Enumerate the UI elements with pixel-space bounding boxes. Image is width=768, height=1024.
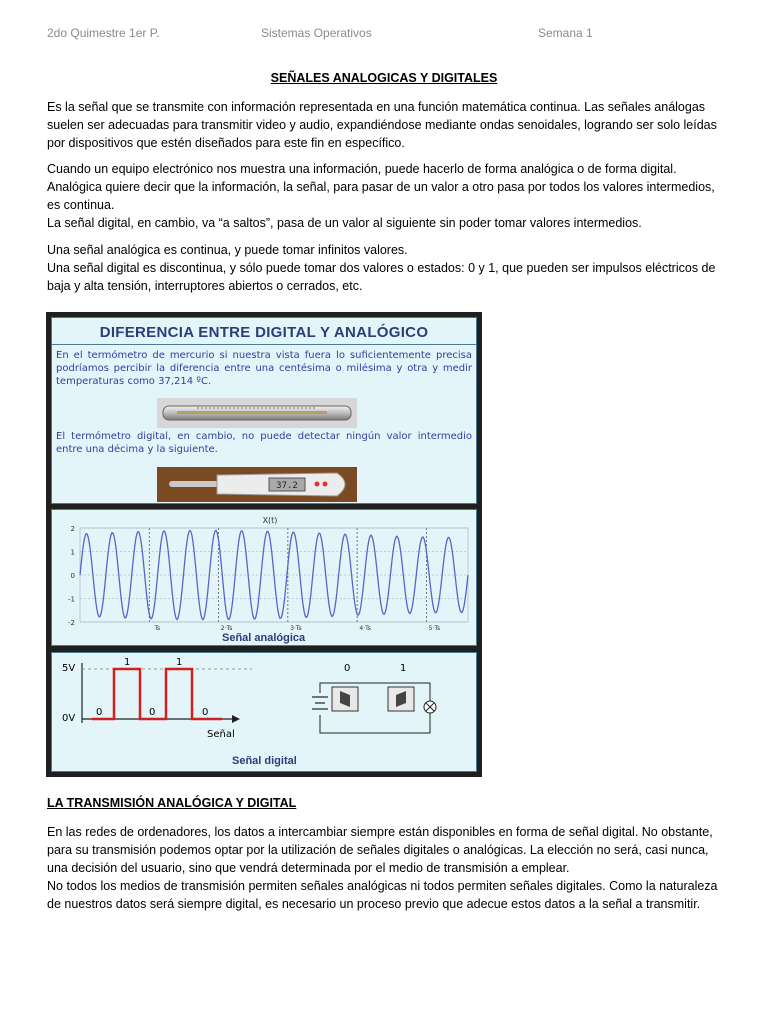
analog-x-tick-label: Ts	[154, 625, 161, 632]
header-week: Semana 1	[538, 26, 593, 40]
thermometer-panel	[51, 344, 477, 504]
analog-y-ticks	[68, 525, 75, 627]
paragraph-1	[47, 98, 727, 152]
mercury-thermometer-text: En el termómetro de mercurio si nuestra vista fuera lo suficientemente precisa podríamos percibir la diferencia entre una centésima o milésima y otra y medir temperaturas como 37,214 ºC.	[56, 350, 472, 387]
switch-label-1: 1	[400, 663, 407, 674]
comparison-figure	[46, 312, 482, 777]
section-2-paragraph-1: En las redes de ordenadores, los datos a intercambiar siempre están disponibles en forma de señal digital. No obstante, para su transmisión podemos optar por la utilización de señales digitales o analógicas. La elección no será, casi nunca, una decisión del usuario, sino que vendrá determinada por el medio de transmisión a emplear.	[47, 825, 713, 875]
digital-signal-diagram	[52, 653, 476, 771]
analog-x-tick-label: 5·Ts	[428, 625, 441, 632]
label-0v: 0V	[62, 713, 76, 724]
analog-y-tick-label: 2	[70, 525, 75, 533]
analog-y-tick-label: -1	[68, 595, 75, 604]
label-5v: 5V	[62, 663, 76, 674]
section-2-title: LA TRANSMISIÓN ANALÓGICA Y DIGITAL	[47, 796, 297, 810]
page-title: SEÑALES ANALOGICAS Y DIGITALES	[270, 71, 498, 85]
analog-y-tick-label: -2	[68, 619, 75, 627]
paragraph-2a-text: Cuando un equipo electrónico nos muestra una información, puede hacerlo de forma analógica o de forma digital. Analógica quiere decir que la información, la señal, para pasar de un valor a otro pasa por todos los valores intermedios, es continua.	[47, 162, 715, 212]
paragraph-3a-text: Una señal analógica es continua, y puede tomar infinitos valores.	[47, 243, 408, 257]
signal-axis-label: Señal	[207, 729, 235, 740]
bit-label-0c: 0	[202, 707, 209, 718]
digital-thermometer-text: El termómetro digital, en cambio, no puede detectar ningún valor intermedio entre una décima y la siguiente.	[56, 431, 472, 455]
bit-label-0a: 0	[96, 707, 103, 718]
paragraph-3	[47, 241, 727, 295]
bit-label-1b: 1	[176, 657, 183, 668]
analog-caption: Señal analógica	[222, 632, 306, 644]
switch-circuit	[312, 663, 436, 733]
paragraph-1-text: Es la señal que se transmite con información representada en una función matemática continua. Las señales análogas suelen ser adecuadas para transmitir video y audio, expandiéndose mediante ondas senoidales, logrando ser solo leídas por dispositivos que estén diseñados para este fin en específico.	[47, 100, 717, 150]
digital-thermometer-image	[157, 467, 357, 502]
analog-chart-title: X(t)	[262, 516, 278, 525]
analog-y-tick-label: 0	[70, 572, 75, 580]
digital-caption: Señal digital	[232, 755, 297, 767]
paragraph-2b-text: La señal digital, en cambio, va “a saltos”, pasa de un valor al siguiente sin poder tomar valores intermedios.	[47, 216, 642, 230]
analog-signal-chart	[52, 510, 476, 645]
paragraph-3b-text: Una señal digital es discontinua, y sólo puede tomar dos valores o estados: 0 y 1, que pueden ser impulsos eléctricos de baja y alta tensión, interruptores abiertos o cerrados, etc.	[47, 261, 716, 293]
section-2-body	[47, 823, 727, 913]
analog-x-tick-label: 4·Ts	[359, 625, 371, 632]
digital-signal-panel	[51, 652, 477, 772]
analog-y-tick-label: 1	[70, 548, 75, 557]
mercury-thermometer-image	[157, 398, 357, 428]
header-course: 2do Quimestre 1er P.	[47, 26, 160, 40]
analog-signal-panel	[51, 509, 477, 646]
bit-label-0b: 0	[149, 707, 156, 718]
section-2-paragraph-2: No todos los medios de transmisión permiten señales analógicas ni todos permiten señales digitales. Como la naturaleza de nuestros datos será siempre digital, es necesario un proceso previo que adecue estos datos a la señal a transmitir.	[47, 879, 718, 911]
paragraph-2	[47, 160, 727, 232]
analog-x-tick-label: 3·Ts	[290, 625, 302, 632]
header-subject: Sistemas Operativos	[261, 26, 372, 40]
switch-label-0: 0	[344, 663, 351, 674]
thermometer-display-reading: 37.2	[276, 481, 298, 491]
x-axis-arrow-icon	[232, 715, 240, 723]
figure-heading: DIFERENCIA ENTRE DIGITAL Y ANALÓGICO	[51, 317, 477, 349]
analog-x-ticks	[153, 625, 440, 632]
bit-label-1a: 1	[124, 657, 131, 668]
analog-x-tick-label: 2·Ts	[220, 625, 233, 632]
